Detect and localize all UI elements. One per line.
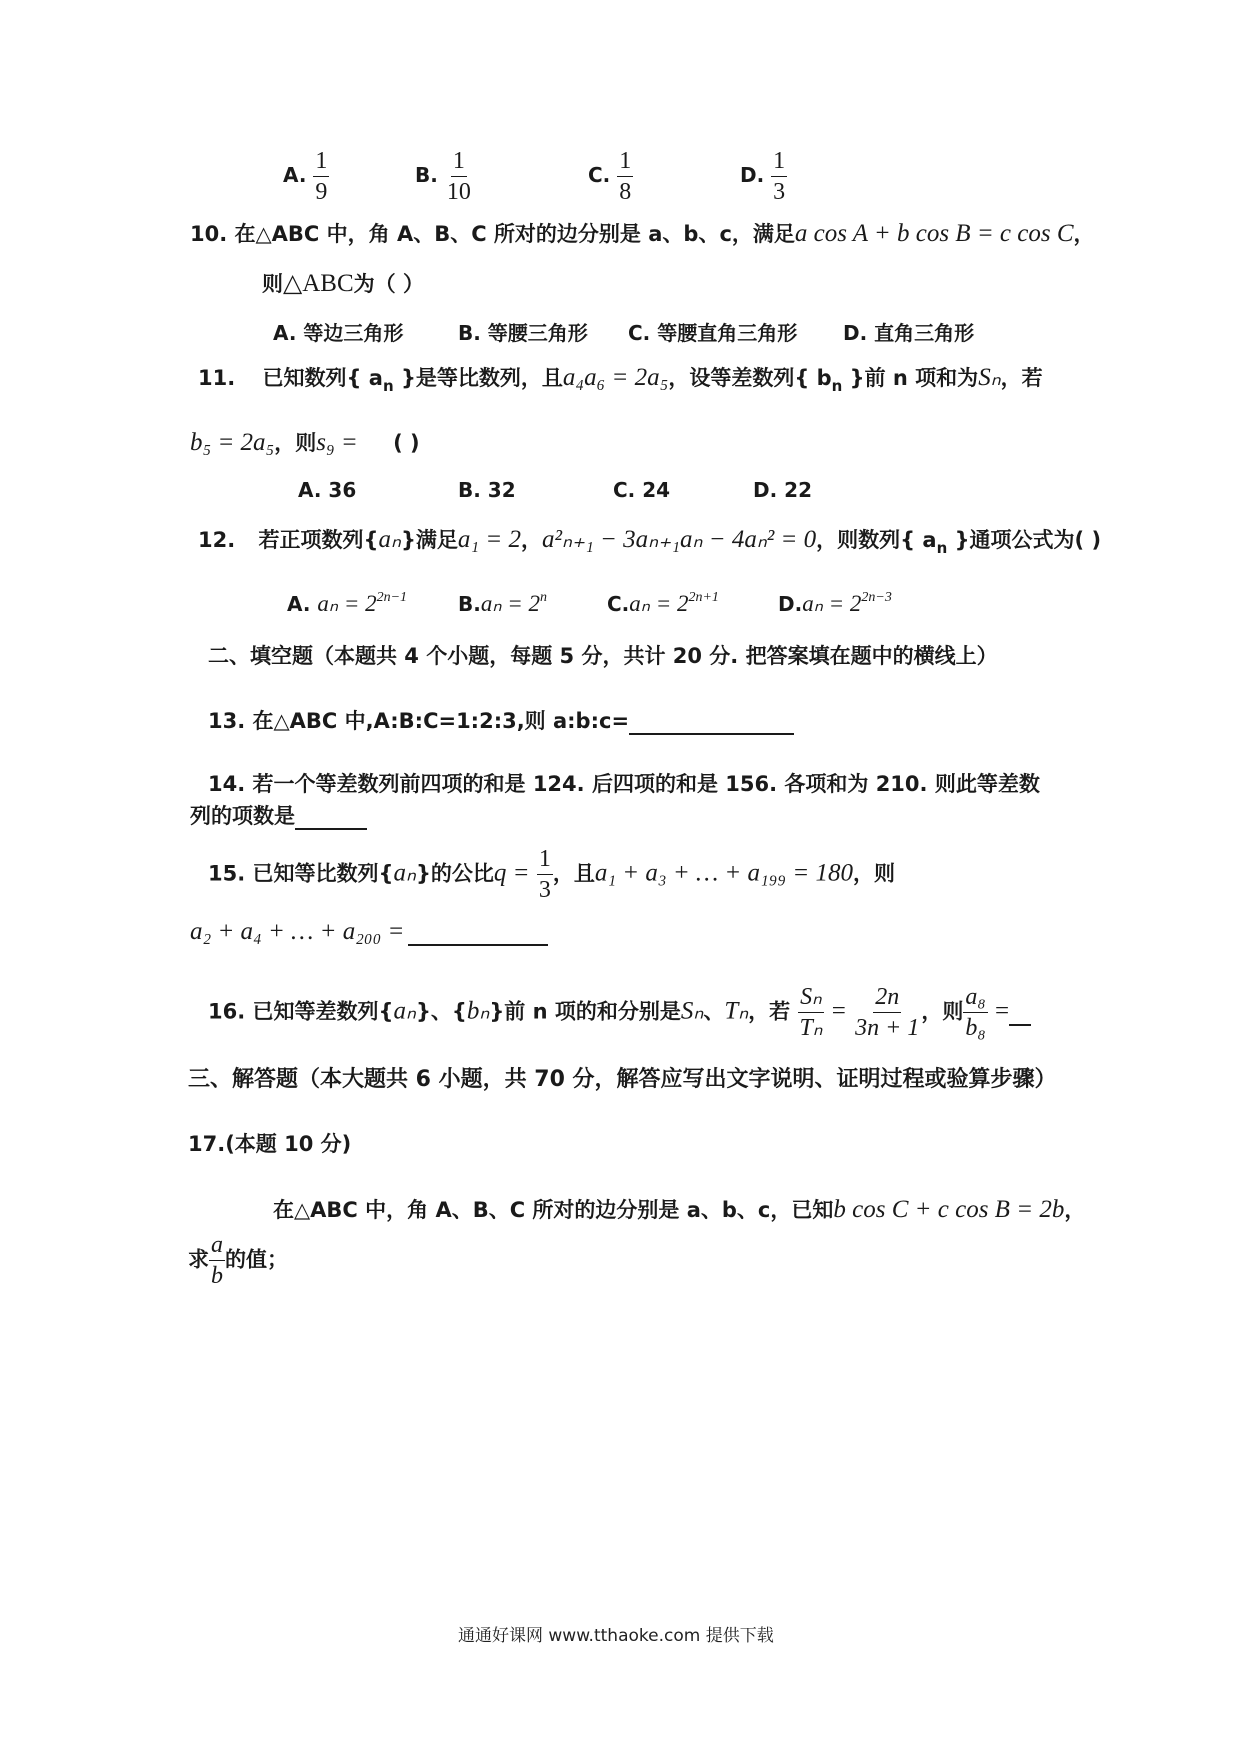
q16-sum-ratio-fraction: $\frac{\text{Sₙ}}{\text{Tₙ}}$ <box>799 984 823 1041</box>
q9-option-c-fraction: $\frac{1}{8}$ <box>619 148 632 205</box>
q10-option-b: B. 等腰三角形 <box>458 321 588 345</box>
page-footer: 通通好课网 www.tthaoke.com 提供下载 <box>458 1626 774 1646</box>
q9-option-d-fraction: $\frac{1}{3}$ <box>773 148 786 205</box>
q13-answer-blank[interactable] <box>629 709 794 735</box>
q12-option-c: $C.a_n = 2^{2n+1}$ <box>607 590 719 616</box>
q16-answer-blank[interactable] <box>1009 1000 1031 1026</box>
q14-line1: 14. 若一个等差数列前四项的和是 124. 后四项的和是 156. 各项和为 210. 则此等差数 <box>208 772 1040 796</box>
q11-option-b: B. 32 <box>458 478 516 502</box>
q11-option-d: D. 22 <box>753 478 812 502</box>
q9-option-c: C. $\frac{1}{8}$ <box>588 148 632 205</box>
q17-stem: 在△ABC 中，角 A、B、C 所对的边分别是 a、b、c，已知b cos C + c cos B = 2b， <box>273 1196 1086 1223</box>
q12-option-a: A. $a_n = 2^{2n-1}$ <box>287 590 408 616</box>
q10-option-c: C. 等腰直角三角形 <box>628 321 798 345</box>
q12-recurrence: a²ₙ₊₁ − 3aₙ₊₁aₙ − 4aₙ² = 0 <box>541 526 817 553</box>
q9-option-a-fraction: $\frac{1}{9}$ <box>315 148 328 205</box>
q12-stem: 12. 若正项数列{aₙ}满足a₁ = 2，a²ₙ₊₁ − 3aₙ₊₁aₙ − 4aₙ² = 0，则数列{ $a_n$ }通项公式为( ) <box>198 526 1102 557</box>
q10-stem: 10. 在△ABC 中，角 A、B、C 所对的边分别是 a、b、c，满足a cos A + b cos B = c cos C， <box>190 220 1095 247</box>
q15-line2: a₂ + a₄ + … + a₂₀₀ = <box>190 918 548 946</box>
q14-line2: 列的项数是 <box>190 800 367 830</box>
q10-option-d: D. 直角三角形 <box>843 321 975 345</box>
q14-answer-blank[interactable] <box>295 804 367 830</box>
q12-option-b: $B.a_n = 2^n$ <box>458 590 548 616</box>
q16-given-fraction: $\frac{2n}{3n + 1}$ <box>855 984 920 1041</box>
q15-answer-blank[interactable] <box>408 920 548 946</box>
q11-line2: b₅ = 2a₅，则s₉ = ( ) <box>190 429 420 456</box>
q9-option-a: A. $\frac{1}{9}$ <box>283 148 328 205</box>
q15-stem: 15. 已知等比数列{aₙ}的公比q = $\frac{1}{3}$ ，且a₁ + a₃ + … + a₁₉₉ = 180，则 <box>208 846 895 903</box>
q13: 13. 在△ABC 中,A:B:C=1:2:3,则 a:b:c= <box>208 705 794 735</box>
q16-target-fraction: $\frac{\text{a₈}}{\text{b₈}}$ <box>965 984 986 1041</box>
q10-option-a: A. 等边三角形 <box>273 321 404 345</box>
q9-option-b-fraction: $\frac{1}{10}$ <box>446 148 471 205</box>
q15-ratio-fraction: $\frac{1}{3}$ <box>538 846 551 903</box>
q12-option-d: $D.a_n = 2^{2n-3}$ <box>778 590 892 616</box>
q10-line2: 则△ABC为（ ） <box>262 270 424 297</box>
section-3-heading: 三、解答题（本大题共 6 小题，共 70 分，解答应写出文字说明、证明过程或验算步骤） <box>188 1067 1057 1092</box>
q9-option-d: D. $\frac{1}{3}$ <box>740 148 786 205</box>
section-2-heading: 二、填空题（本题共 4 个小题，每题 5 分，共计 20 分. 把答案填在题中的横线上） <box>208 644 998 668</box>
q10-formula: a cos A + b cos B = c cos C <box>794 220 1074 247</box>
q16-stem: 16. 已知等差数列{aₙ}、{bₙ}前 n 项的和分别是Sₙ、Tₙ，若 $\frac{\text{Sₙ}}{\text{Tₙ}}$ = $\frac{2n}{3n + 1}$ ，则 $\frac{\text{a₈}}{\text{b₈}}$ = <box>208 984 1031 1041</box>
q9-option-b: B. $\frac{1}{10}$ <box>415 148 471 205</box>
q11-option-a: A. 36 <box>298 478 357 502</box>
q17-line2: 求 $\frac{a}{b}$ 的值； <box>188 1232 288 1289</box>
q17-title: 17.(本题 10 分) <box>188 1132 352 1156</box>
q11-stem: 11. 已知数列{ $a_n$ }是等比数列，且a₄a₆ = 2a₅，设等差数列{ $b_n$ }前 n 项和为Sₙ，若 <box>198 364 1043 395</box>
q17-ratio-fraction: $\frac{a}{b}$ <box>211 1232 223 1289</box>
q11-option-c: C. 24 <box>613 478 671 502</box>
